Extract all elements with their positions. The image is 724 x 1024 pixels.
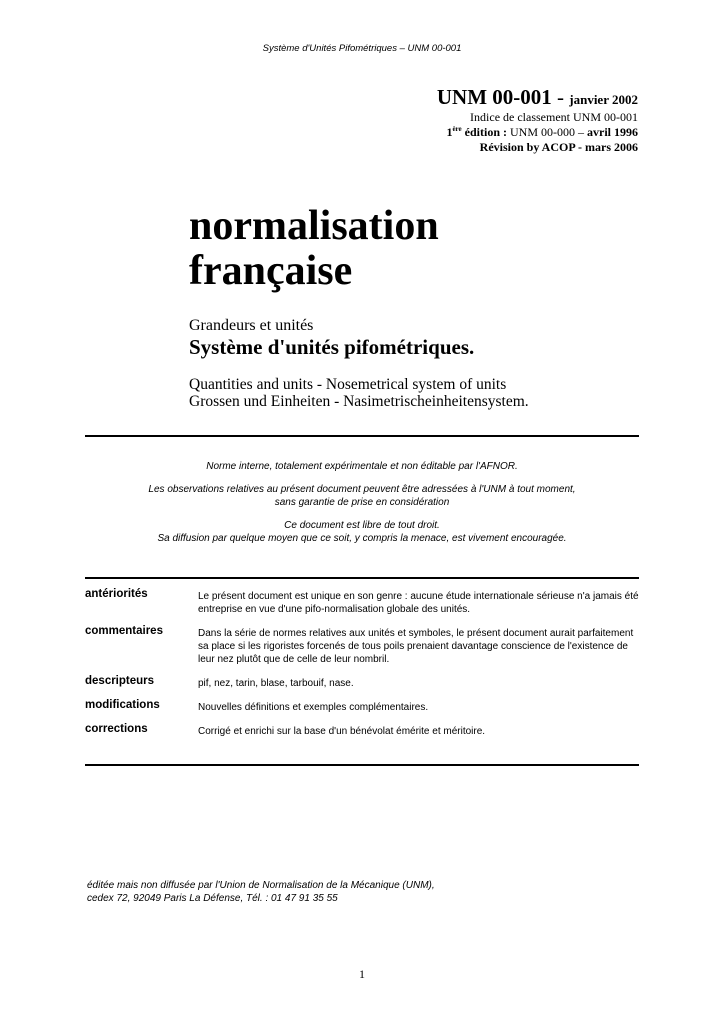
property-label: modifications xyxy=(85,699,160,711)
property-row-modifications xyxy=(85,699,639,723)
main-title-line2: française xyxy=(189,247,353,294)
properties-table xyxy=(85,588,639,747)
reference-code-line xyxy=(437,84,638,110)
notice-afnor: Norme interne, totalement expérimentale et non éditable par l'AFNOR. xyxy=(206,461,518,472)
notice-rights-line1: Ce document est libre de tout droit. xyxy=(284,520,440,531)
edition-superscript: ère xyxy=(452,125,462,134)
title-block xyxy=(189,204,529,410)
notice-rights-line2: Sa diffusion par quelque moyen que ce soit, y compris la menace, est vivement encouragée. xyxy=(157,533,567,544)
property-label: descripteurs xyxy=(85,675,155,687)
footer-line1: éditée mais non diffusée par l'Union de Normalisation de la Mécanique (UNM), xyxy=(87,880,435,891)
main-title-line1: normalisation xyxy=(189,203,439,249)
property-row-commentaires xyxy=(85,625,639,675)
notice-rights xyxy=(85,519,639,545)
classement-index: Indice de classement UNM 00-001 xyxy=(470,110,638,125)
reference-dash: - xyxy=(557,85,565,109)
footer-line2: cedex 72, 92049 Paris La Défense, Tél. : 01 47 91 35 55 xyxy=(87,893,338,904)
divider-top xyxy=(85,435,639,437)
reference-code: UNM 00-001 xyxy=(436,85,552,109)
property-value: Corrigé et enrichi sur la base d'un bénévolat émérite et méritoire. xyxy=(198,726,486,737)
page-number: 1 xyxy=(359,967,365,981)
notice-observations xyxy=(85,483,639,509)
revision-line: Révision by ACOP - mars 2006 xyxy=(479,140,638,155)
footer-note xyxy=(87,879,435,905)
subtitle-small: Grandeurs et unités xyxy=(189,317,314,335)
property-row-anteriorites xyxy=(85,588,639,625)
running-header: Système d'Unités Pifométriques – UNM 00-001 xyxy=(262,43,462,54)
translation-de: Grossen und Einheiten - Nasimetrischeinheitensystem. xyxy=(189,392,529,410)
reference-block xyxy=(437,84,638,155)
translations xyxy=(189,377,529,410)
property-value: pif, nez, tarin, blase, tarbouif, nase. xyxy=(198,678,354,689)
property-value: Le présent document est unique en son genre : aucune étude internationale sérieuse n'a jamais été entreprise en vue d'une pifo-normalisation globale des unités. xyxy=(198,591,639,615)
translation-en: Quantities and units - Nosemetrical system of units xyxy=(189,375,507,393)
property-label: commentaires xyxy=(85,625,163,637)
divider-middle xyxy=(85,577,639,579)
property-label: antériorités xyxy=(85,588,148,600)
edition-date: avril 1996 xyxy=(587,125,638,140)
notice-observations-line1: Les observations relatives au présent document peuvent être adressées à l'UNM à tout moment, xyxy=(148,484,576,495)
divider-bottom xyxy=(85,764,639,766)
property-row-descripteurs xyxy=(85,675,639,699)
edition-label: édition : xyxy=(461,125,507,140)
property-value: Nouvelles définitions et exemples complémentaires. xyxy=(198,702,429,713)
edition-code: UNM 00-000 – xyxy=(507,125,587,140)
notice-observations-line2: sans garantie de prise en considération xyxy=(274,497,450,508)
reference-date: janvier 2002 xyxy=(569,92,638,107)
edition-number: 1 xyxy=(446,125,453,140)
notices xyxy=(85,460,639,555)
property-label: corrections xyxy=(85,723,148,735)
property-row-corrections xyxy=(85,723,639,747)
property-value: Dans la série de normes relatives aux unités et symboles, le présent document aurait parfaitement sa place si les rigoristes forcenés de tous poils prenaient davantage conscience de l'existence de leur nez plutôt que de celle de leur nombril. xyxy=(198,628,634,665)
subtitle-big: Système d'unités pifométriques. xyxy=(189,334,475,359)
edition-line xyxy=(437,125,638,140)
